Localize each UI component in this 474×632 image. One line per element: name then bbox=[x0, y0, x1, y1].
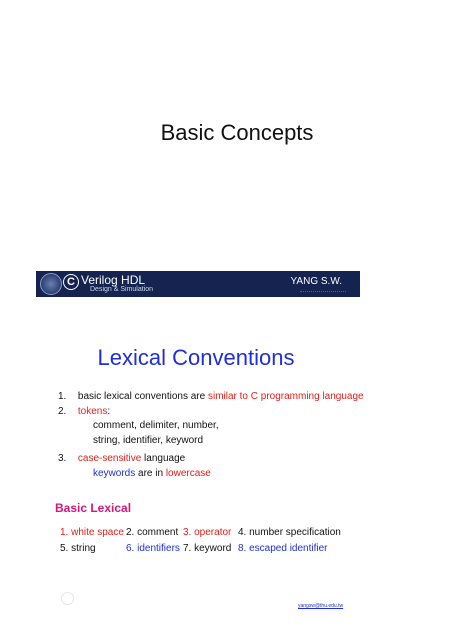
footer-email-link[interactable]: yangsw@thu.edu.tw bbox=[298, 603, 344, 609]
copyright-c-icon: C bbox=[63, 274, 79, 290]
item-3-number: 3. bbox=[58, 453, 67, 464]
item-1 bbox=[58, 391, 364, 402]
item-2 bbox=[58, 406, 110, 417]
item-2-highlight: tokens bbox=[77, 406, 108, 417]
item-2-number: 2. bbox=[58, 406, 67, 417]
item-2-sub-2: string, identifier, keyword bbox=[93, 435, 204, 446]
token-6: 6. identifiers bbox=[126, 543, 180, 554]
token-1: 1. white space bbox=[60, 527, 124, 538]
token-7: 7. keyword bbox=[183, 543, 232, 554]
banner-author: YANG S.W. bbox=[290, 276, 342, 287]
item-1-text: basic lexical conventions are bbox=[77, 391, 208, 402]
token-3: 3. operator bbox=[183, 527, 232, 538]
banner-link-underline bbox=[300, 288, 346, 292]
item-2-sub-1: comment, delimiter, number, bbox=[93, 420, 219, 431]
item-3-text: language bbox=[141, 453, 186, 464]
lexical-title: Lexical Conventions bbox=[97, 345, 295, 370]
item-1-number: 1. bbox=[58, 391, 67, 402]
course-banner bbox=[36, 271, 360, 297]
university-seal-icon bbox=[40, 273, 62, 295]
footer-logo-icon bbox=[61, 592, 74, 605]
item-3 bbox=[58, 453, 185, 464]
token-5: 5. string bbox=[60, 543, 96, 554]
token-2: 2. comment bbox=[126, 527, 179, 538]
banner-title: Verilog HDL bbox=[81, 273, 146, 287]
item-2-colon: : bbox=[107, 406, 111, 417]
token-8: 8. escaped identifier bbox=[238, 543, 328, 554]
item-1-highlight: similar to C programming language bbox=[207, 391, 364, 402]
token-4: 4. number specification bbox=[238, 527, 341, 538]
item-3-sub-mid: are in bbox=[135, 468, 166, 479]
item-3-sub bbox=[93, 468, 211, 479]
basic-lexical-heading: Basic Lexical bbox=[55, 501, 132, 515]
lowercase-word: lowercase bbox=[165, 468, 211, 479]
item-3-highlight: case-sensitive bbox=[77, 453, 142, 464]
slide-title: Basic Concepts bbox=[160, 120, 314, 145]
banner-subtitle: Design & Simulation bbox=[90, 286, 154, 293]
keywords-word: keywords bbox=[93, 468, 136, 479]
